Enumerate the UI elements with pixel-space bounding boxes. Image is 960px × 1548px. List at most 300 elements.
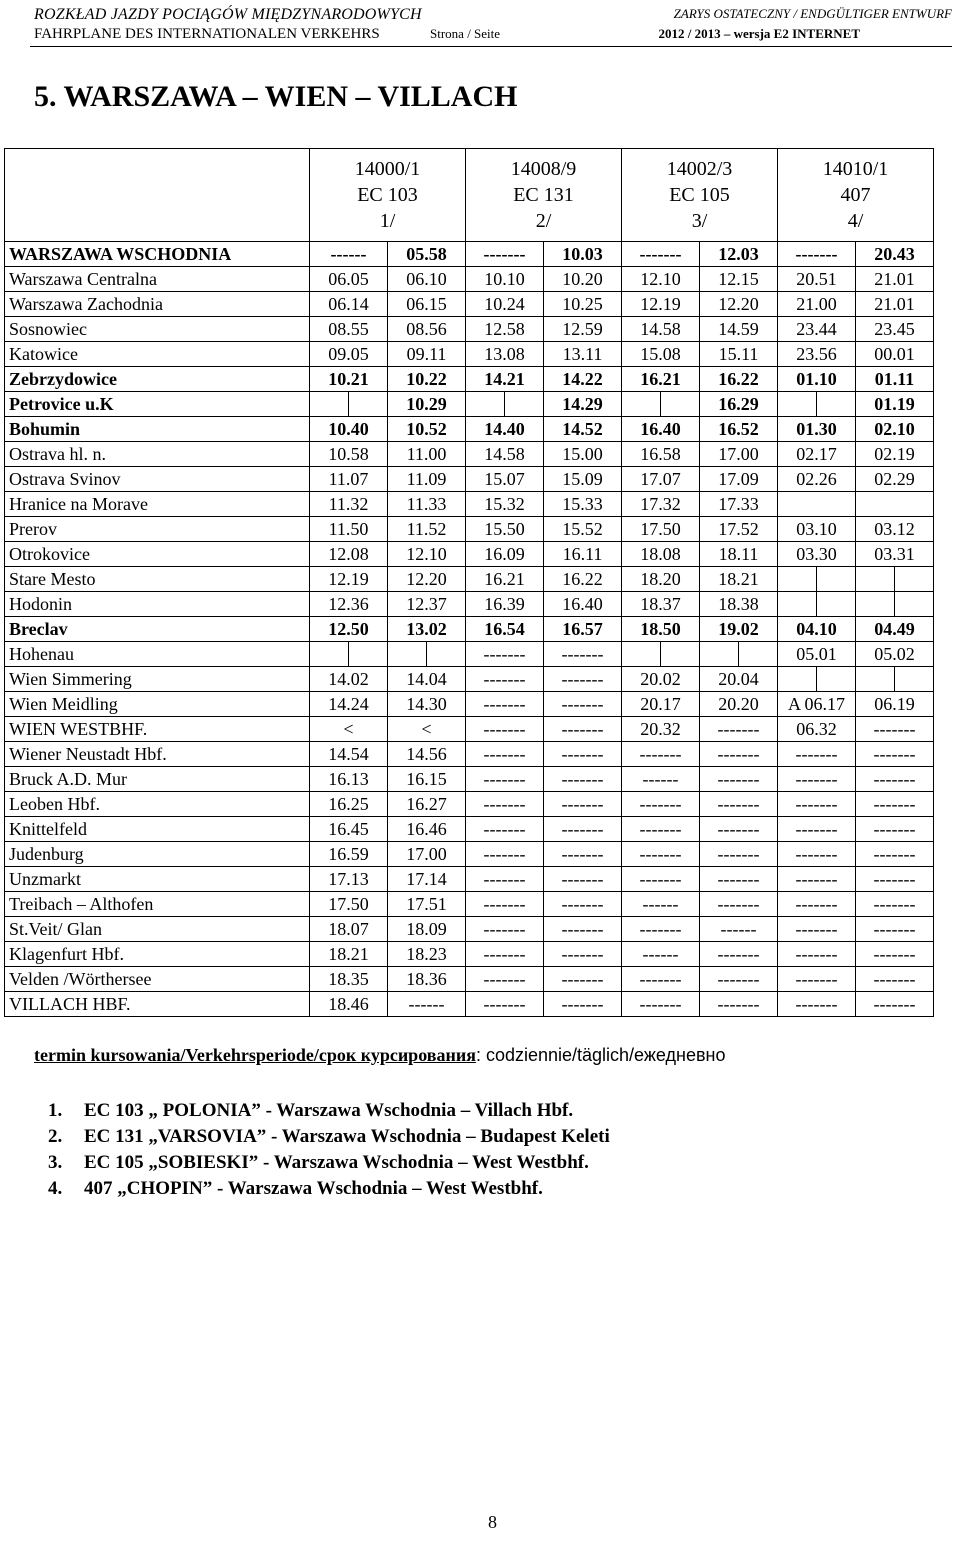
station-name: Hranice na Morave [5, 492, 310, 517]
station-name: Stare Mesto [5, 567, 310, 592]
time-cell: 14.59 [700, 317, 778, 342]
time-cell: 02.29 [856, 467, 934, 492]
time-cell: 23.44 [778, 317, 856, 342]
time-cell: ------- [778, 992, 856, 1017]
time-cell: 11.52 [388, 517, 466, 542]
time-cell: 14.21 [466, 367, 544, 392]
station-name: VILLACH HBF. [5, 992, 310, 1017]
time-cell: 17.14 [388, 867, 466, 892]
time-cell: < [388, 717, 466, 742]
station-name: Klagenfurt Hbf. [5, 942, 310, 967]
time-cell: ------- [778, 242, 856, 267]
train-name: 407 [840, 184, 871, 206]
time-cell: 18.23 [388, 942, 466, 967]
time-cell: ------- [856, 717, 934, 742]
time-cell: 05.58 [388, 242, 466, 267]
time-cell: 11.09 [388, 467, 466, 492]
time-cell: ------- [622, 817, 700, 842]
time-cell: 18.38 [700, 592, 778, 617]
table-row [5, 917, 934, 942]
time-cell: 16.11 [544, 542, 622, 567]
table-row [5, 742, 934, 767]
time-cell: 16.13 [310, 767, 388, 792]
time-cell: ------- [544, 867, 622, 892]
pass-through-marker [778, 392, 856, 417]
time-cell: 02.10 [856, 417, 934, 442]
table-row [5, 842, 934, 867]
station-name: Ostrava Svinov [5, 467, 310, 492]
time-cell: 15.52 [544, 517, 622, 542]
station-name: WARSZAWA WSCHODNIA [5, 242, 310, 267]
time-cell: 20.04 [700, 667, 778, 692]
pass-through-line [894, 592, 895, 616]
station-name: WIEN WESTBHF. [5, 717, 310, 742]
time-cell: 15.33 [544, 492, 622, 517]
time-cell: 01.30 [778, 417, 856, 442]
time-cell: 16.54 [466, 617, 544, 642]
time-cell: ------- [700, 842, 778, 867]
time-cell: ------- [700, 992, 778, 1017]
note-text: EC 103 „ POLONIA” - Warszawa Wschodnia – Villach Hbf. [84, 1100, 574, 1121]
time-cell: 06.14 [310, 292, 388, 317]
time-cell: ------- [544, 742, 622, 767]
time-cell: 10.10 [466, 267, 544, 292]
table-row [5, 517, 934, 542]
time-cell: 16.15 [388, 767, 466, 792]
time-cell: 10.25 [544, 292, 622, 317]
table-row [5, 342, 934, 367]
time-cell: ------- [466, 967, 544, 992]
table-row [5, 267, 934, 292]
time-cell: 03.30 [778, 542, 856, 567]
station-name: Warszawa Centralna [5, 267, 310, 292]
time-cell: ------ [700, 917, 778, 942]
time-cell: 12.58 [466, 317, 544, 342]
time-cell: 01.10 [778, 367, 856, 392]
table-row [5, 292, 934, 317]
timetable [4, 148, 934, 1017]
time-cell: 16.46 [388, 817, 466, 842]
time-cell: 16.59 [310, 842, 388, 867]
time-cell: 18.37 [622, 592, 700, 617]
time-cell: 15.00 [544, 442, 622, 467]
pass-through-marker [778, 592, 856, 617]
time-cell: 14.02 [310, 667, 388, 692]
time-cell: ------- [622, 967, 700, 992]
station-name: St.Veit/ Glan [5, 917, 310, 942]
time-cell: ------- [466, 792, 544, 817]
time-cell: 03.31 [856, 542, 934, 567]
table-row [5, 417, 934, 442]
time-cell: 10.58 [310, 442, 388, 467]
time-cell: 12.37 [388, 592, 466, 617]
pass-through-line [348, 642, 349, 666]
time-cell: 13.11 [544, 342, 622, 367]
station-name: Ostrava hl. n. [5, 442, 310, 467]
pass-through-marker [778, 567, 856, 592]
time-cell: 18.09 [388, 917, 466, 942]
time-cell: ------- [856, 792, 934, 817]
table-row [5, 717, 934, 742]
page-header [0, 4, 960, 44]
time-cell: 18.36 [388, 967, 466, 992]
station-name: Bruck A.D. Mur [5, 767, 310, 792]
time-cell: 16.09 [466, 542, 544, 567]
time-cell: 12.50 [310, 617, 388, 642]
time-cell: 10.20 [544, 267, 622, 292]
time-cell: ------- [544, 967, 622, 992]
time-cell: 06.32 [778, 717, 856, 742]
time-cell: 23.45 [856, 317, 934, 342]
pass-through-line [816, 667, 817, 691]
time-cell: ------- [622, 842, 700, 867]
train-number: 14002/3 [666, 158, 733, 180]
time-cell: ------- [856, 867, 934, 892]
time-cell: ------- [544, 717, 622, 742]
table-row [5, 317, 934, 342]
note-number: 1. [48, 1100, 63, 1121]
time-cell: 17.13 [310, 867, 388, 892]
station-name: Hodonin [5, 592, 310, 617]
pass-through-line [816, 567, 817, 591]
time-cell: 16.22 [700, 367, 778, 392]
pass-through-line [348, 392, 349, 416]
time-cell: 20.20 [700, 692, 778, 717]
time-cell: 04.49 [856, 617, 934, 642]
time-cell: 18.21 [700, 567, 778, 592]
time-cell: 01.19 [856, 392, 934, 417]
station-name: Wien Meidling [5, 692, 310, 717]
time-cell: 14.58 [622, 317, 700, 342]
time-cell: 17.50 [622, 517, 700, 542]
pass-through-marker [310, 392, 388, 417]
time-cell: ------- [856, 767, 934, 792]
time-cell: 14.40 [466, 417, 544, 442]
time-cell: 16.58 [622, 442, 700, 467]
time-cell: 14.04 [388, 667, 466, 692]
time-cell: ------- [856, 942, 934, 967]
train-number: 14010/1 [822, 158, 889, 180]
time-cell: ------- [778, 917, 856, 942]
time-cell: 15.09 [544, 467, 622, 492]
time-cell: 10.22 [388, 367, 466, 392]
time-cell: 17.07 [622, 467, 700, 492]
time-cell: ------- [466, 692, 544, 717]
pass-through-marker [778, 667, 856, 692]
time-cell: ------- [700, 967, 778, 992]
time-cell: 11.00 [388, 442, 466, 467]
time-cell: 16.57 [544, 617, 622, 642]
time-cell: ------- [700, 942, 778, 967]
pass-through-marker [622, 392, 700, 417]
train-header [466, 149, 622, 242]
time-cell [856, 492, 934, 517]
header-version: 2012 / 2013 – wersja E2 INTERNET [658, 26, 860, 41]
time-cell: 02.26 [778, 467, 856, 492]
time-cell: ------- [544, 642, 622, 667]
time-cell: ------- [466, 667, 544, 692]
time-cell: 14.29 [544, 392, 622, 417]
pass-through-line [660, 642, 661, 666]
time-cell: 18.20 [622, 567, 700, 592]
time-cell: 16.39 [466, 592, 544, 617]
train-number: 14000/1 [354, 158, 421, 180]
station-name: Breclav [5, 617, 310, 642]
time-cell: 16.40 [622, 417, 700, 442]
time-cell: 14.22 [544, 367, 622, 392]
pass-through-line [504, 392, 505, 416]
train-header-row [5, 149, 934, 242]
time-cell: 12.19 [310, 567, 388, 592]
station-name: Zebrzydowice [5, 367, 310, 392]
page-title: 5. WARSZAWA – WIEN – VILLACH [34, 80, 518, 113]
time-cell: 16.27 [388, 792, 466, 817]
table-row [5, 867, 934, 892]
time-cell: 15.08 [622, 342, 700, 367]
header-corner-cell [5, 149, 310, 242]
time-cell: 09.11 [388, 342, 466, 367]
table-row [5, 392, 934, 417]
time-cell: ------ [622, 892, 700, 917]
train-name: EC 105 [669, 184, 730, 206]
station-name: Katowice [5, 342, 310, 367]
time-cell: ------- [856, 917, 934, 942]
time-cell: 12.10 [388, 542, 466, 567]
time-cell: ------- [466, 867, 544, 892]
table-row [5, 692, 934, 717]
station-name: Knittelfeld [5, 817, 310, 842]
time-cell: ------- [544, 817, 622, 842]
pass-through-line [894, 567, 895, 591]
station-name: Wiener Neustadt Hbf. [5, 742, 310, 767]
time-cell: A 06.17 [778, 692, 856, 717]
time-cell: < [310, 717, 388, 742]
time-cell: ------- [466, 642, 544, 667]
table-row [5, 767, 934, 792]
time-cell: ------- [778, 942, 856, 967]
time-cell: 12.15 [700, 267, 778, 292]
station-name: Wien Simmering [5, 667, 310, 692]
time-cell: 13.02 [388, 617, 466, 642]
time-cell: 05.02 [856, 642, 934, 667]
station-name: Hohenau [5, 642, 310, 667]
time-cell: ------- [544, 792, 622, 817]
time-cell: ------- [856, 742, 934, 767]
time-cell: 08.55 [310, 317, 388, 342]
time-cell: ------- [466, 992, 544, 1017]
time-cell: 11.50 [310, 517, 388, 542]
time-cell: ------- [700, 767, 778, 792]
train-note: 2/ [535, 210, 552, 232]
station-name: Treibach – Althofen [5, 892, 310, 917]
time-cell: ------- [544, 992, 622, 1017]
time-cell: 19.02 [700, 617, 778, 642]
time-cell: 17.52 [700, 517, 778, 542]
time-cell: ------- [544, 942, 622, 967]
time-cell: ------- [544, 917, 622, 942]
table-row [5, 942, 934, 967]
time-cell: ------- [466, 742, 544, 767]
time-cell: 12.19 [622, 292, 700, 317]
time-cell: ------- [856, 892, 934, 917]
time-cell: 10.52 [388, 417, 466, 442]
time-cell: 06.15 [388, 292, 466, 317]
time-cell: 11.32 [310, 492, 388, 517]
table-row [5, 367, 934, 392]
time-cell: 11.33 [388, 492, 466, 517]
time-cell: ------- [700, 792, 778, 817]
time-cell: 17.51 [388, 892, 466, 917]
time-cell: 15.50 [466, 517, 544, 542]
time-cell: ------- [856, 967, 934, 992]
time-cell: ------- [466, 917, 544, 942]
time-cell: ------- [622, 242, 700, 267]
pass-through-marker [700, 642, 778, 667]
train-header [310, 149, 466, 242]
time-cell: ------- [700, 742, 778, 767]
time-cell: 16.52 [700, 417, 778, 442]
train-note: 1/ [379, 210, 396, 232]
page-number: 8 [488, 1512, 497, 1532]
time-cell: ------- [544, 667, 622, 692]
pass-through-marker [466, 392, 544, 417]
time-cell: 14.56 [388, 742, 466, 767]
time-cell: ------- [544, 767, 622, 792]
note-number: 4. [48, 1178, 63, 1199]
time-cell: 16.45 [310, 817, 388, 842]
time-cell: 21.01 [856, 267, 934, 292]
time-cell: ------- [622, 992, 700, 1017]
time-cell: 14.24 [310, 692, 388, 717]
train-note [48, 1176, 610, 1202]
time-cell: ------- [466, 892, 544, 917]
time-cell: 18.35 [310, 967, 388, 992]
time-cell: 10.29 [388, 392, 466, 417]
station-name: Otrokovice [5, 542, 310, 567]
pass-through-marker [622, 642, 700, 667]
table-row [5, 667, 934, 692]
time-cell: 06.19 [856, 692, 934, 717]
pass-through-line [816, 592, 817, 616]
time-cell: 05.01 [778, 642, 856, 667]
operating-period-value: : codziennie/täglich/ежедневно [475, 1045, 726, 1065]
station-name: Leoben Hbf. [5, 792, 310, 817]
table-row [5, 442, 934, 467]
train-notes [48, 1098, 610, 1202]
time-cell: ------- [466, 242, 544, 267]
time-cell: ------- [622, 867, 700, 892]
time-cell: 15.11 [700, 342, 778, 367]
time-cell: 18.11 [700, 542, 778, 567]
time-cell: ------- [856, 817, 934, 842]
operating-period [34, 1045, 725, 1066]
header-draft-label: ZARYS OSTATECZNY / ENDGÜLTIGER ENTWURF [673, 6, 952, 21]
time-cell: ------- [778, 967, 856, 992]
time-cell: 10.24 [466, 292, 544, 317]
time-cell: ------- [622, 917, 700, 942]
time-cell: ------- [700, 892, 778, 917]
header-rule [30, 46, 952, 47]
note-number: 2. [48, 1126, 63, 1147]
time-cell: ------ [388, 992, 466, 1017]
table-row [5, 542, 934, 567]
time-cell: ------- [622, 792, 700, 817]
time-cell: ------- [778, 842, 856, 867]
time-cell: ------ [622, 942, 700, 967]
time-cell: 17.33 [700, 492, 778, 517]
time-cell: 06.10 [388, 267, 466, 292]
operating-period-label: termin kursowania/Verkehrsperiode/срок курсирования [34, 1045, 476, 1065]
time-cell: 14.58 [466, 442, 544, 467]
table-row [5, 892, 934, 917]
time-cell: 23.56 [778, 342, 856, 367]
table-row [5, 967, 934, 992]
note-text: 407 „CHOPIN” - Warszawa Wschodnia – West Westbhf. [84, 1178, 543, 1199]
train-name: EC 103 [357, 184, 418, 206]
time-cell: 08.56 [388, 317, 466, 342]
time-cell: 16.40 [544, 592, 622, 617]
table-row [5, 567, 934, 592]
time-cell: ------- [778, 892, 856, 917]
station-name: Sosnowiec [5, 317, 310, 342]
time-cell: ------ [310, 242, 388, 267]
time-cell [778, 492, 856, 517]
time-cell: 03.10 [778, 517, 856, 542]
time-cell: 12.20 [388, 567, 466, 592]
time-cell: ------- [856, 992, 934, 1017]
time-cell: 10.03 [544, 242, 622, 267]
time-cell: ------- [466, 717, 544, 742]
train-name: EC 131 [513, 184, 574, 206]
time-cell: 20.51 [778, 267, 856, 292]
note-text: EC 105 „SOBIESKI” - Warszawa Wschodnia – West Westbhf. [84, 1152, 589, 1173]
time-cell: 15.07 [466, 467, 544, 492]
time-cell: 20.32 [622, 717, 700, 742]
station-name: Petrovice u.K [5, 392, 310, 417]
time-cell: 12.10 [622, 267, 700, 292]
time-cell: 16.21 [622, 367, 700, 392]
time-cell: 02.17 [778, 442, 856, 467]
time-cell: 20.43 [856, 242, 934, 267]
time-cell: 14.30 [388, 692, 466, 717]
pass-through-marker [856, 567, 934, 592]
time-cell: 16.22 [544, 567, 622, 592]
time-cell: 21.00 [778, 292, 856, 317]
time-cell: 18.21 [310, 942, 388, 967]
time-cell: 06.05 [310, 267, 388, 292]
time-cell: 17.09 [700, 467, 778, 492]
header-title-pl: ROZKŁAD JAZDY POCIĄGÓW MIĘDZYNARODOWYCH [34, 6, 422, 23]
train-note [48, 1150, 610, 1176]
table-row [5, 492, 934, 517]
time-cell: 12.03 [700, 242, 778, 267]
time-cell: 14.54 [310, 742, 388, 767]
table-row [5, 792, 934, 817]
table-row [5, 242, 934, 267]
time-cell: ------- [700, 717, 778, 742]
time-cell: 14.52 [544, 417, 622, 442]
time-cell: 20.17 [622, 692, 700, 717]
time-cell: ------- [856, 842, 934, 867]
pass-through-marker [856, 592, 934, 617]
time-cell: 00.01 [856, 342, 934, 367]
train-note [48, 1098, 610, 1124]
note-number: 3. [48, 1152, 63, 1173]
train-number: 14008/9 [510, 158, 577, 180]
time-cell: 16.21 [466, 567, 544, 592]
time-cell: 17.00 [700, 442, 778, 467]
time-cell: ------- [544, 842, 622, 867]
